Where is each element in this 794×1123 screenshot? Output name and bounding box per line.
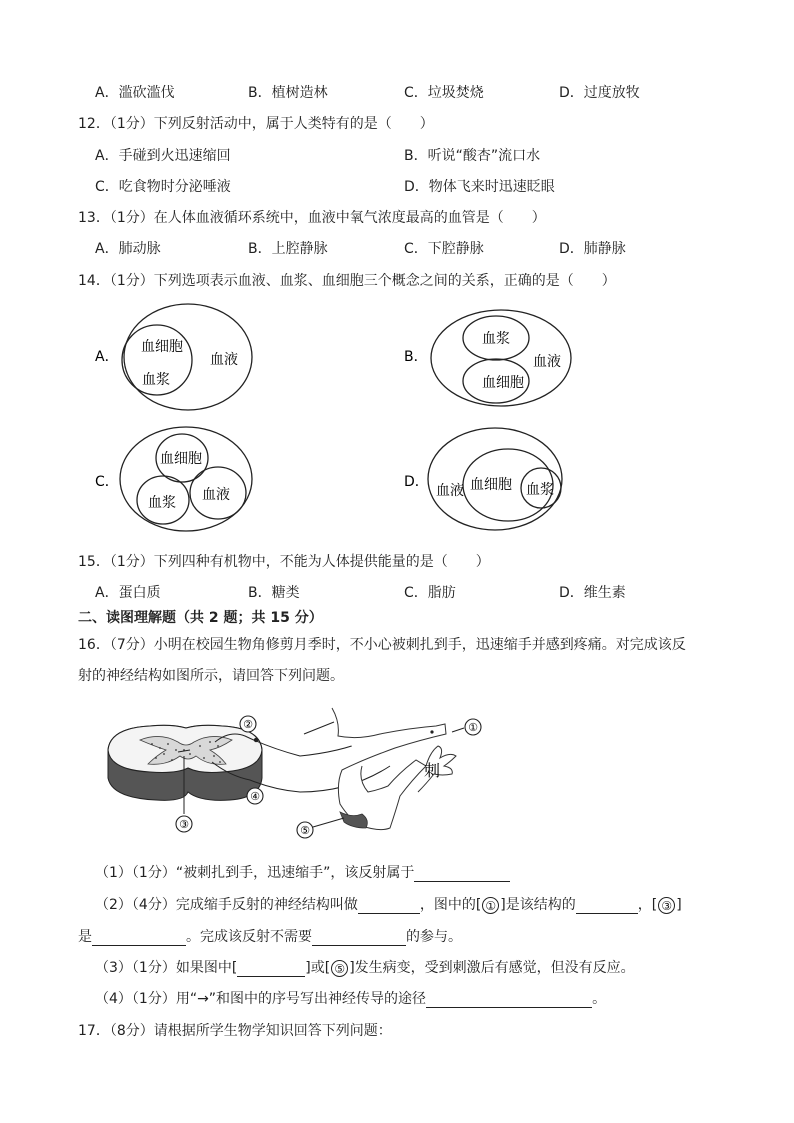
- q16-sub2: （2）（4分）完成缩手反射的神经结构叫做 ，图中的[ ① ]是该结构的 ，[ ③ ]: [95, 897, 682, 913]
- q16-sub4: （4）（1分）用“→”和图中的序号写出神经传导的途径 。: [95, 991, 607, 1007]
- answer-blank-5[interactable]: [312, 930, 406, 946]
- q12-option-a: A．手碰到火迅速缩回: [95, 148, 231, 164]
- q12-option-b: B．听说“酸杏”流口水: [404, 148, 541, 164]
- q13-option-c: C．下腔静脉: [404, 241, 484, 257]
- diagram-b-ye: 血液: [533, 354, 561, 370]
- reflex-label-2: ②: [243, 718, 253, 731]
- q11-option-d: D．过度放牧: [559, 85, 640, 101]
- q14-stem: 14．（1分）下列选项表示血液、血浆、血细胞三个概念之间的关系，正确的是（ ）: [78, 273, 616, 289]
- circle-num-5: ⑤: [331, 960, 348, 977]
- diagram-c-xibao: 血细胞: [160, 451, 202, 467]
- q16-sub1: （1）（1分）“被刺扎到手，迅速缩手”，该反射属于: [95, 862, 510, 882]
- answer-blank-4[interactable]: [92, 930, 186, 946]
- section-title: 二、读图理解题（共 2 题；共 15 分）: [78, 610, 323, 626]
- q14-label-c: C．: [95, 474, 119, 490]
- diagram-a-xibao: 血细胞: [141, 339, 183, 355]
- circle-num-1: ①: [482, 897, 499, 914]
- diagram-d-ye: 血液: [436, 483, 464, 499]
- diagram-b-jiang: 血浆: [482, 331, 510, 347]
- q13-option-b: B．上腔静脉: [248, 241, 328, 257]
- diagram-d-xibao: 血细胞: [470, 477, 512, 493]
- answer-blank-6[interactable]: [237, 961, 305, 977]
- q15-option-d: D．维生素: [559, 585, 626, 601]
- q12-stem: 12．（1分）下列反射活动中，属于人类特有的是（ ）: [78, 116, 434, 132]
- answer-blank-7[interactable]: [426, 992, 592, 1008]
- diagram-c-jiang: 血浆: [148, 495, 176, 511]
- q16-sub3: （3）（1分）如果图中[ ]或[ ⑤ ]发生病变，受到刺激后有感觉，但没有反应。: [95, 960, 635, 976]
- q11-option-c: C．垃圾焚烧: [404, 85, 484, 101]
- q13-option-a: A．肺动脉: [95, 241, 161, 257]
- q15-stem: 15．（1分）下列四种有机物中，不能为人体提供能量的是（ ）: [78, 554, 490, 570]
- reflex-label-4: ④: [250, 790, 260, 803]
- q17-stem: 17．（8分）请根据所学生物学知识回答下列问题：: [78, 1023, 392, 1039]
- q16-stem-line2: 射的神经结构如图所示，请回答下列问题。: [78, 668, 344, 684]
- q14-label-d: D．: [404, 474, 429, 490]
- q14-label-a: A．: [95, 349, 119, 365]
- q16-stem-line1: 16．（7分）小明在校园生物角修剪月季时，不小心被刺扎到手，迅速缩手并感到疼痛。对完成该反: [78, 637, 686, 653]
- q12-option-d: D．物体飞来时迅速眨眼: [404, 179, 555, 195]
- diagram-d-jiang: 血浆: [526, 482, 554, 498]
- diagram-a-jiang: 血浆: [142, 372, 170, 388]
- answer-blank-3[interactable]: [576, 898, 638, 914]
- q11-option-b: B．植树造林: [248, 85, 328, 101]
- diagram-a-ye: 血液: [210, 352, 238, 368]
- spinal-cord-section: [108, 725, 262, 800]
- q15-option-a: A．蛋白质: [95, 585, 161, 601]
- circle-num-3: ③: [658, 897, 675, 914]
- reflex-label-5: ⑤: [300, 824, 310, 837]
- q15-option-b: B．糖类: [248, 585, 300, 601]
- thorn-label: 刺: [424, 761, 441, 780]
- q12-option-c: C．吃食物时分泌唾液: [95, 179, 231, 195]
- reflex-label-3: ③: [179, 818, 189, 831]
- answer-blank-1[interactable]: [414, 866, 510, 882]
- diagram-c: [120, 427, 252, 531]
- q14-diagrams: [0, 295, 794, 540]
- answer-blank-2[interactable]: [358, 898, 420, 914]
- q13-option-d: D．肺静脉: [559, 241, 626, 257]
- diagram-c-ye: 血液: [202, 487, 230, 503]
- q14-label-b: B．: [404, 349, 428, 365]
- q11-option-a: A．滥砍滥伐: [95, 85, 175, 101]
- reflex-arc-figure: [100, 700, 500, 850]
- q15-option-c: C．脂肪: [404, 585, 456, 601]
- diagram-b-xibao: 血细胞: [482, 375, 524, 391]
- q13-stem: 13．（1分）在人体血液循环系统中，血液中氧气浓度最高的血管是（ ）: [78, 210, 546, 226]
- reflex-label-1: ①: [468, 721, 478, 734]
- q16-sub2-cont: 是 。完成该反射不需要 的参与。: [78, 929, 462, 945]
